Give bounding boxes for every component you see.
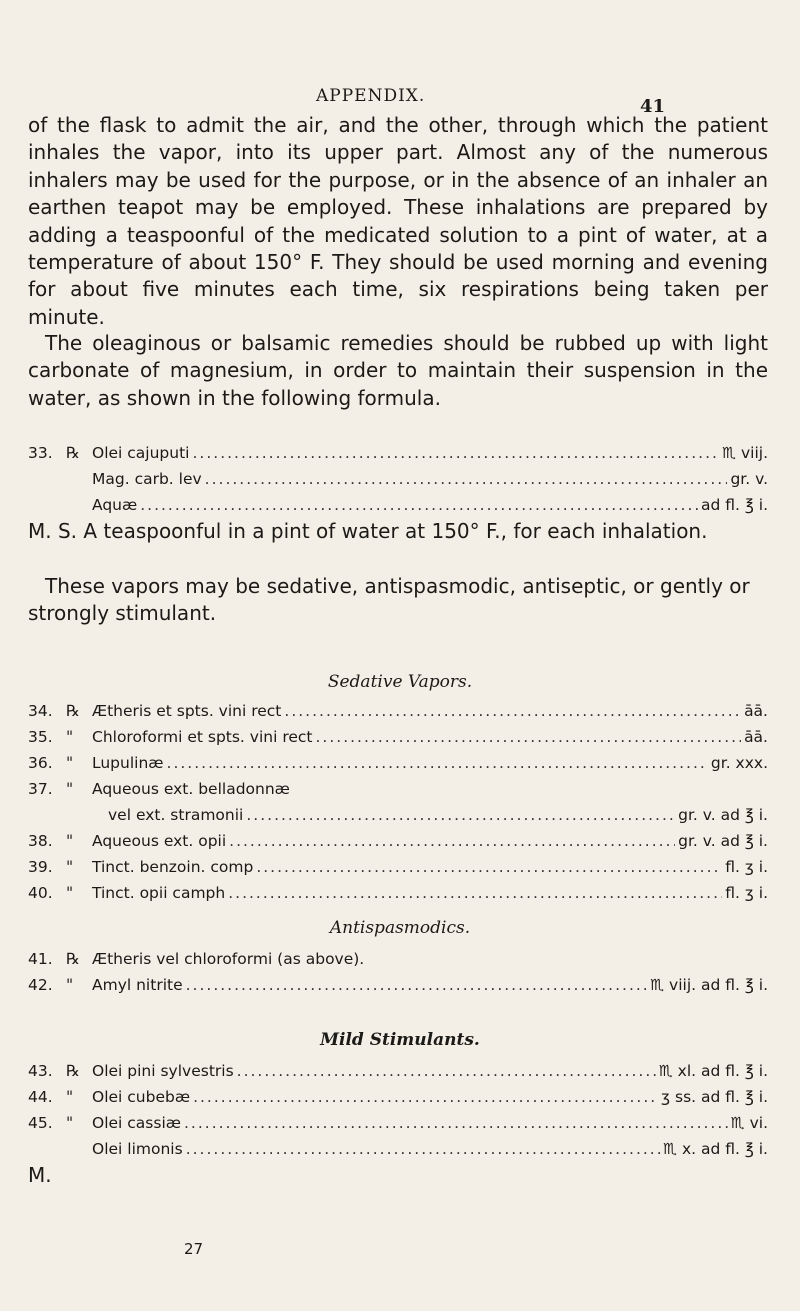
dose: āā. bbox=[744, 728, 768, 746]
paragraph-vapors: These vapors may be sedative, antispasmodic, antiseptic, or gently or strongly stimulant. bbox=[28, 574, 750, 626]
leader-dots bbox=[316, 724, 742, 750]
mild-stimulant-list bbox=[28, 1058, 768, 1188]
leader-dots bbox=[192, 440, 719, 466]
ingredient: Lupulinæ bbox=[92, 754, 164, 772]
ditto-mark: " bbox=[66, 858, 74, 876]
formula-number: 44. bbox=[28, 1088, 53, 1106]
formula-row bbox=[28, 946, 768, 972]
ingredient: Tinct. benzoin. comp bbox=[92, 858, 254, 876]
ingredient: Amyl nitrite bbox=[92, 976, 183, 994]
recipe-symbol: ℞ bbox=[66, 702, 80, 720]
ditto-mark: " bbox=[66, 832, 74, 850]
leader-dots bbox=[229, 828, 675, 854]
dose: ♏ viij. ad fl. ℥ i. bbox=[650, 976, 768, 994]
formula-row bbox=[28, 1110, 768, 1136]
formula-number: 33. bbox=[28, 444, 53, 462]
running-header bbox=[0, 86, 800, 117]
paragraph-inhaler: of the flask to admit the air, and the other, through which the patient inhales the vapor, into its upper part. Almost any of the numerous inhalers may be used for the purpose, or in the absence of an inhaler an earthen teapot may be employed. These inhalations are prepared by adding a teaspoonful of the medicated solution to a pint of water, at a temperature of about 150° F. They should be used morning and evening for about five minutes each time, six respirations being taken per minute. bbox=[28, 113, 768, 329]
ingredient: Aqueous ext. opii bbox=[92, 832, 227, 850]
formula-number: 42. bbox=[28, 976, 53, 994]
formula-row bbox=[28, 1136, 768, 1162]
ingredient: Aquæ bbox=[92, 496, 138, 514]
formula-row bbox=[28, 1084, 768, 1110]
dose: ♏ x. ad fl. ℥ i. bbox=[663, 1140, 768, 1158]
recipe-symbol: ℞ bbox=[66, 1062, 80, 1080]
formula-number: 43. bbox=[28, 1062, 53, 1080]
ditto-mark: " bbox=[66, 754, 74, 772]
leader-dots bbox=[256, 854, 722, 880]
leader-dots bbox=[140, 492, 698, 518]
dose: gr. xxx. bbox=[710, 754, 768, 772]
dose: ʒ ss. ad fl. ℥ i. bbox=[661, 1088, 768, 1106]
formula-number: 35. bbox=[28, 728, 53, 746]
ditto-mark: " bbox=[66, 1114, 74, 1132]
leader-dots bbox=[228, 880, 722, 906]
dose: fl. ʒ i. bbox=[725, 858, 768, 876]
formula-row bbox=[28, 1162, 768, 1188]
dose: āā. bbox=[744, 702, 768, 720]
formula-row bbox=[28, 440, 768, 466]
formula-number: 41. bbox=[28, 950, 53, 968]
formula-row bbox=[28, 1058, 768, 1084]
formula-row bbox=[28, 466, 768, 492]
dose: fl. ʒ i. bbox=[725, 884, 768, 902]
formula-row bbox=[28, 724, 768, 750]
formula-row bbox=[28, 492, 768, 518]
ditto-mark: " bbox=[66, 976, 74, 994]
formula-number: 34. bbox=[28, 702, 53, 720]
formula-number: 39. bbox=[28, 858, 53, 876]
heading-mild-stimulants: Mild Stimulants. bbox=[320, 1030, 480, 1050]
formula-row bbox=[28, 802, 768, 828]
ditto-mark: " bbox=[66, 1088, 74, 1106]
sedative-list bbox=[28, 698, 768, 906]
leader-dots bbox=[246, 802, 675, 828]
dose: ♏ xl. ad fl. ℥ i. bbox=[658, 1062, 768, 1080]
leader-dots bbox=[284, 698, 741, 724]
header-title: APPENDIX. bbox=[316, 86, 426, 106]
mix-instruction: M. bbox=[28, 1163, 52, 1187]
ingredient: Olei cubebæ bbox=[92, 1088, 191, 1106]
formula-number: 36. bbox=[28, 754, 53, 772]
formula-row bbox=[28, 880, 768, 906]
paragraph-oleaginous: The oleaginous or balsamic remedies should be rubbed up with light carbonate of magnesium, in order to maintain their suspension in the water, as shown in the following formula. bbox=[28, 331, 768, 410]
formula-number: 45. bbox=[28, 1114, 53, 1132]
ingredient: Chloroformi et spts. vini rect bbox=[92, 728, 313, 746]
ingredient: Olei limonis bbox=[92, 1140, 183, 1158]
formula-row bbox=[28, 776, 768, 802]
page-number: 41 bbox=[640, 96, 666, 117]
formula-row bbox=[28, 972, 768, 998]
dose: gr. v. bbox=[730, 470, 768, 488]
leader-dots bbox=[186, 1136, 660, 1162]
formula-row bbox=[28, 750, 768, 776]
leader-dots bbox=[193, 1084, 658, 1110]
formula-number: 37. bbox=[28, 780, 53, 798]
formula-33 bbox=[28, 440, 768, 518]
heading-sedative: Sedative Vapors. bbox=[327, 672, 473, 692]
leader-dots bbox=[186, 972, 648, 998]
leader-dots bbox=[184, 1110, 728, 1136]
ingredient: Ætheris et spts. vini rect bbox=[92, 702, 282, 720]
leader-dots bbox=[205, 466, 728, 492]
dose: gr. v. ad ℥ i. bbox=[678, 832, 768, 850]
formula-number: 40. bbox=[28, 884, 53, 902]
antispasmodic-list bbox=[28, 946, 768, 998]
recipe-symbol: ℞ bbox=[66, 444, 80, 462]
ingredient: Ætheris vel chloroformi (as above). bbox=[92, 950, 365, 968]
formula-row bbox=[28, 698, 768, 724]
ingredient: Aqueous ext. belladonnæ bbox=[92, 780, 290, 798]
ingredient: Mag. carb. lev bbox=[92, 470, 202, 488]
ditto-mark: " bbox=[66, 780, 74, 798]
leader-dots bbox=[237, 1058, 656, 1084]
ingredient: Tinct. opii camph bbox=[92, 884, 226, 902]
signature-mark: 27 bbox=[184, 1240, 204, 1258]
dose: ♏ viij. bbox=[722, 444, 768, 462]
dose: ♏ vi. bbox=[730, 1114, 768, 1132]
formula-row bbox=[28, 854, 768, 880]
leader-dots bbox=[167, 750, 708, 776]
ditto-mark: " bbox=[66, 884, 74, 902]
paragraph-directions: M. S. A teaspoonful in a pint of water at 150° F., for each inhalation. bbox=[28, 519, 708, 543]
dose: gr. v. ad ℥ i. bbox=[678, 806, 768, 824]
ingredient: Olei cajuputi bbox=[92, 444, 190, 462]
formula-row bbox=[28, 828, 768, 854]
ingredient: Olei cassiæ bbox=[92, 1114, 181, 1132]
formula-number: 38. bbox=[28, 832, 53, 850]
recipe-symbol: ℞ bbox=[66, 950, 80, 968]
heading-antispasmodics: Antispasmodics. bbox=[329, 918, 471, 938]
ditto-mark: " bbox=[66, 728, 74, 746]
ingredient: Olei pini sylvestris bbox=[92, 1062, 234, 1080]
ingredient: vel ext. stramonii bbox=[108, 806, 244, 824]
dose: ad fl. ℥ i. bbox=[701, 496, 768, 514]
